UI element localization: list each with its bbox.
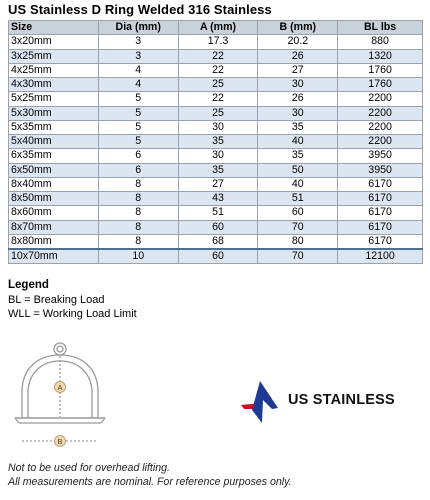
table-cell: 30 bbox=[258, 78, 338, 92]
table-cell: 5 bbox=[98, 106, 178, 120]
table-row bbox=[9, 249, 423, 264]
table-cell: 5x25mm bbox=[9, 92, 99, 106]
table-cell: 51 bbox=[178, 206, 258, 220]
table-row bbox=[9, 206, 423, 220]
logo-blue-star bbox=[252, 381, 278, 423]
table-cell: 1320 bbox=[338, 49, 423, 63]
table-cell: 8 bbox=[98, 220, 178, 234]
table-header-row bbox=[9, 21, 423, 35]
table-cell: 26 bbox=[258, 92, 338, 106]
table-cell: 6 bbox=[98, 163, 178, 177]
table-cell: 5 bbox=[98, 135, 178, 149]
note-nominal: All measurements are nominal. For reference purposes only. bbox=[8, 476, 292, 488]
table-row bbox=[9, 49, 423, 63]
table-cell: 22 bbox=[178, 49, 258, 63]
table-cell: 30 bbox=[258, 106, 338, 120]
note-lifting: Not to be used for overhead lifting. bbox=[8, 462, 170, 474]
table-row bbox=[9, 120, 423, 134]
table-row bbox=[9, 192, 423, 206]
legend-wll: WLL = Working Load Limit bbox=[8, 308, 137, 320]
table-cell: 12100 bbox=[338, 249, 423, 264]
table-cell: 8 bbox=[98, 177, 178, 191]
label-a: A bbox=[57, 383, 63, 392]
table-row bbox=[9, 78, 423, 92]
table-cell: 6170 bbox=[338, 234, 423, 249]
d-ring-diagram bbox=[8, 340, 113, 452]
table-cell: 8x70mm bbox=[9, 220, 99, 234]
table-cell: 6170 bbox=[338, 206, 423, 220]
table-cell: 6x35mm bbox=[9, 149, 99, 163]
page-title: US Stainless D Ring Welded 316 Stainless bbox=[8, 2, 272, 17]
label-b: B bbox=[57, 437, 63, 446]
table-cell: 8x60mm bbox=[9, 206, 99, 220]
table-cell: 2200 bbox=[338, 106, 423, 120]
legend-title: Legend bbox=[8, 279, 49, 291]
table-cell: 2200 bbox=[338, 92, 423, 106]
table-cell: 1760 bbox=[338, 63, 423, 77]
table-cell: 5x35mm bbox=[9, 120, 99, 134]
table-cell: 6170 bbox=[338, 177, 423, 191]
table-cell: 25 bbox=[178, 78, 258, 92]
table-cell: 68 bbox=[178, 234, 258, 249]
table-cell: 60 bbox=[178, 249, 258, 264]
table-cell: 40 bbox=[258, 177, 338, 191]
table-row bbox=[9, 163, 423, 177]
table-cell: 22 bbox=[178, 92, 258, 106]
table-cell: 10 bbox=[98, 249, 178, 264]
table-cell: 25 bbox=[178, 106, 258, 120]
table-cell: 8x50mm bbox=[9, 192, 99, 206]
table-cell: 80 bbox=[258, 234, 338, 249]
table-cell: 35 bbox=[258, 120, 338, 134]
table-cell: 6170 bbox=[338, 220, 423, 234]
legend-bl: BL = Breaking Load bbox=[8, 294, 105, 306]
header-a: A (mm) bbox=[178, 21, 258, 35]
table-cell: 70 bbox=[258, 249, 338, 264]
table-cell: 3x20mm bbox=[9, 35, 99, 49]
table-row bbox=[9, 234, 423, 249]
table-cell: 10x70mm bbox=[9, 249, 99, 264]
table-cell: 22 bbox=[178, 63, 258, 77]
table-cell: 3 bbox=[98, 35, 178, 49]
table-cell: 8 bbox=[98, 192, 178, 206]
table-cell: 35 bbox=[178, 135, 258, 149]
table-cell: 20.2 bbox=[258, 35, 338, 49]
table-cell: 6 bbox=[98, 149, 178, 163]
table-cell: 8 bbox=[98, 234, 178, 249]
table-body bbox=[9, 35, 423, 264]
table-cell: 4 bbox=[98, 63, 178, 77]
table-cell: 2200 bbox=[338, 120, 423, 134]
table-cell: 1760 bbox=[338, 78, 423, 92]
table-cell: 5x30mm bbox=[9, 106, 99, 120]
table-cell: 3x25mm bbox=[9, 49, 99, 63]
table-cell: 30 bbox=[178, 120, 258, 134]
table-cell: 8 bbox=[98, 206, 178, 220]
table-row bbox=[9, 106, 423, 120]
table-cell: 2200 bbox=[338, 135, 423, 149]
table-row bbox=[9, 177, 423, 191]
table-row bbox=[9, 220, 423, 234]
ring-eye-inner bbox=[57, 346, 63, 352]
table-row bbox=[9, 149, 423, 163]
table-cell: 3950 bbox=[338, 149, 423, 163]
table-cell: 8x40mm bbox=[9, 177, 99, 191]
header-dia: Dia (mm) bbox=[98, 21, 178, 35]
table-cell: 50 bbox=[258, 163, 338, 177]
table-cell: 35 bbox=[178, 163, 258, 177]
table-cell: 60 bbox=[178, 220, 258, 234]
table-cell: 60 bbox=[258, 206, 338, 220]
header-bl: BL lbs bbox=[338, 21, 423, 35]
table-cell: 6170 bbox=[338, 192, 423, 206]
table-cell: 26 bbox=[258, 49, 338, 63]
table-cell: 5 bbox=[98, 120, 178, 134]
table-cell: 51 bbox=[258, 192, 338, 206]
table-cell: 3 bbox=[98, 49, 178, 63]
table-cell: 5x40mm bbox=[9, 135, 99, 149]
table-cell: 30 bbox=[178, 149, 258, 163]
table-cell: 35 bbox=[258, 149, 338, 163]
table-cell: 27 bbox=[258, 63, 338, 77]
header-size: Size bbox=[9, 21, 99, 35]
spec-table bbox=[8, 20, 423, 264]
header-b: B (mm) bbox=[258, 21, 338, 35]
table-cell: 17.3 bbox=[178, 35, 258, 49]
ring-eye-outer bbox=[54, 343, 66, 355]
table-cell: 880 bbox=[338, 35, 423, 49]
table-cell: 4x25mm bbox=[9, 63, 99, 77]
table-row bbox=[9, 135, 423, 149]
table-cell: 3950 bbox=[338, 163, 423, 177]
table-cell: 5 bbox=[98, 92, 178, 106]
table-cell: 70 bbox=[258, 220, 338, 234]
table-cell: 43 bbox=[178, 192, 258, 206]
table-cell: 27 bbox=[178, 177, 258, 191]
table-row bbox=[9, 35, 423, 49]
us-stainless-logo-mark bbox=[238, 378, 286, 426]
logo-text: US STAINLESS bbox=[288, 392, 395, 408]
table-cell: 8x80mm bbox=[9, 234, 99, 249]
table-row bbox=[9, 63, 423, 77]
table-cell: 6x50mm bbox=[9, 163, 99, 177]
table-cell: 40 bbox=[258, 135, 338, 149]
table-cell: 4x30mm bbox=[9, 78, 99, 92]
table-row bbox=[9, 92, 423, 106]
table-cell: 4 bbox=[98, 78, 178, 92]
